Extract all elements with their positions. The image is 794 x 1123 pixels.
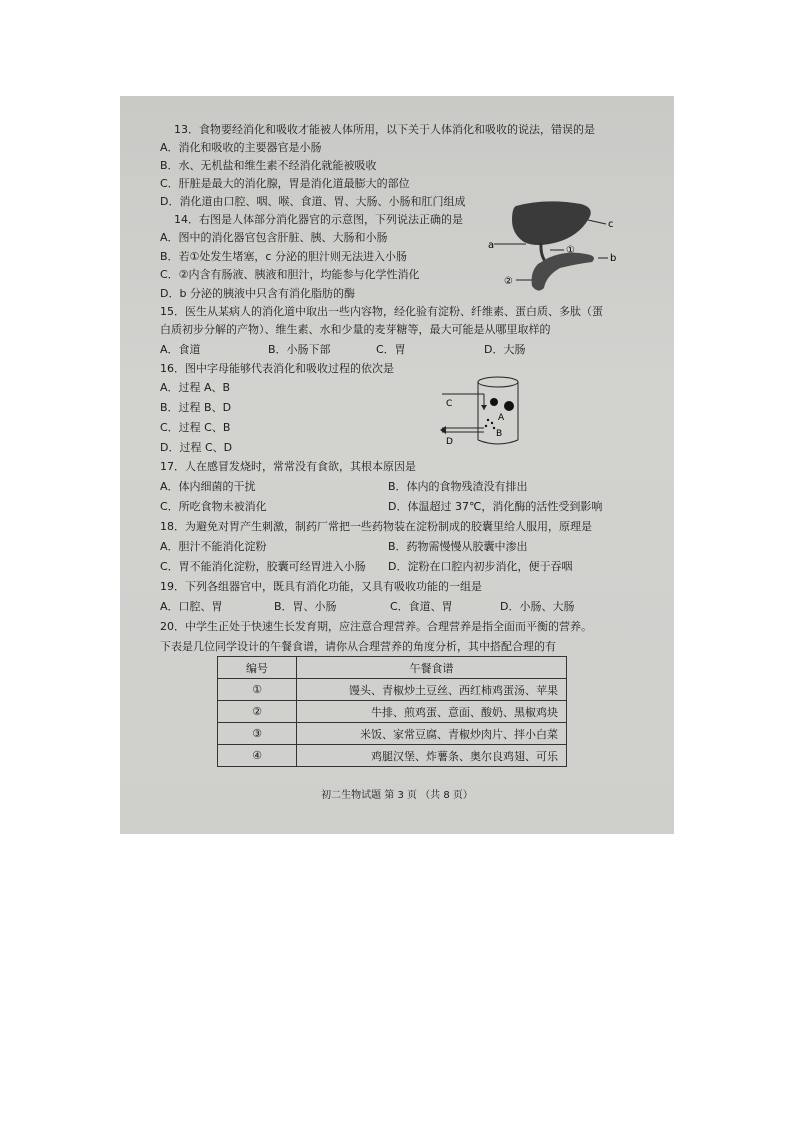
q16-option-a: A．过程 A、B [160,381,231,394]
q16-option-d: D．过程 C、D [160,441,233,454]
lunch-menu-table [217,656,567,767]
q14-option-b: B．若①处发生堵塞，c 分泌的胆汁则无法进入小肠 [160,250,407,263]
q18-option-b: B．药物需慢慢从胶囊中渗出 [388,540,528,553]
exam-page-photo [120,96,674,834]
q17-stem: 17．人在感冒发烧时，常常没有食欲，其根本原因是 [160,460,416,473]
row-number: ③ [218,723,297,745]
fig14-label-2: ② [504,276,513,287]
q13-option-b: B．水、无机盐和维生素不经消化就能被吸收 [160,159,377,172]
fig16-label-b: B [496,429,503,439]
fig14-label-1: ① [566,245,575,256]
q16-option-c: C．过程 C、B [160,421,231,434]
q16-stem: 16．图中字母能够代表消化和吸收过程的依次是 [160,362,394,375]
fig14-label-a: a [488,240,495,251]
q15-option-c: C．胃 [376,343,406,356]
q14-option-c: C．②内含有肠液、胰液和胆汁，均能参与化学性消化 [160,268,420,281]
q17-option-b: B．体内的食物残渣没有排出 [388,480,528,493]
q15-stem-line1: 15．医生从某病人的消化道中取出一些内容物，经化验有淀粉、纤维素、蛋白质、多肽（蛋 [160,305,603,318]
absorption-figure [438,376,538,448]
row-number: ① [218,679,297,701]
q15-option-a: A．食道 [160,343,201,356]
q17-option-a: A．体内细菌的干扰 [160,480,256,493]
fig14-label-c: c [608,219,614,230]
q13-option-a: A．消化和吸收的主要器官是小肠 [160,141,322,154]
q19-stem: 19．下列各组器官中，既具有消化功能，又具有吸收功能的一组是 [160,580,482,593]
q20-stem-line1: 20．中学生正处于快速生长发育期，应注意合理营养。合理营养是指全面而平衡的营养。 [160,620,592,633]
row-menu: 馒头、青椒炒土豆丝、西红柿鸡蛋汤、苹果 [297,679,567,701]
q18-option-c: C．胃不能消化淀粉，胶囊可经胃进入小肠 [160,560,366,573]
row-number: ④ [218,745,297,767]
q14-stem: 14．右图是人体部分消化器官的示意图，下列说法正确的是 [174,213,463,226]
q15-stem-line2: 白质初步分解的产物）、维生素、水和少量的麦芽糖等，最大可能是从哪里取样的 [160,323,551,336]
q19-option-a: A．口腔、胃 [160,600,223,613]
q20-stem-line2: 下表是几位同学设计的午餐食谱，请你从合理营养的角度分析，其中搭配合理的有 [160,640,556,653]
q19-option-c: C．食道、胃 [390,600,453,613]
row-menu: 鸡腿汉堡、炸薯条、奥尔良鸡翅、可乐 [297,745,567,767]
fig16-label-a: A [498,413,505,423]
fig16-label-c: C [446,399,453,409]
q18-option-a: A．胆汁不能消化淀粉 [160,540,267,553]
q15-option-b: B．小肠下部 [268,343,331,356]
page-footer: 初二生物试题 第 3 页 （共 8 页） [321,790,473,801]
q14-option-a: A．图中的消化器官包含肝脏、胰、大肠和小肠 [160,231,388,244]
table-row [218,701,567,723]
table-header-number: 编号 [218,657,297,679]
q15-option-d: D．大肠 [484,343,526,356]
fig14-label-b: b [610,253,617,264]
q17-option-d: D．体温超过 37℃，消化酶的活性受到影响 [388,500,603,513]
table-header-menu: 午餐食谱 [297,657,567,679]
digestive-organs-figure [486,198,626,298]
q13-option-c: C．肝脏是最大的消化腺，胃是消化道最膨大的部位 [160,177,410,190]
q19-option-b: B．胃、小肠 [274,600,337,613]
q13-stem: 13．食物要经消化和吸收才能被人体所用，以下关于人体消化和吸收的说法，错误的是 [174,123,595,136]
q18-option-d: D．淀粉在口腔内初步消化，便于吞咽 [388,560,573,573]
table-row [218,745,567,767]
q19-option-d: D．小肠、大肠 [500,600,575,613]
q16-option-b: B．过程 B、D [160,401,232,414]
table-row [218,723,567,745]
row-menu: 米饭、家常豆腐、青椒炒肉片、拌小白菜 [297,723,567,745]
table-row [218,679,567,701]
q13-option-d: D．消化道由口腔、咽、喉、食道、胃、大肠、小肠和肛门组成 [160,195,466,208]
table-header-row [218,657,567,679]
q18-stem: 18．为避免对胃产生刺激，制药厂常把一些药物装在淀粉制成的胶囊里给人服用，原理是 [160,520,592,533]
row-menu: 牛排、煎鸡蛋、意面、酸奶、黑椒鸡块 [297,701,567,723]
q14-option-d: D．b 分泌的胰液中只含有消化脂肪的酶 [160,287,355,300]
row-number: ② [218,701,297,723]
q17-option-c: C．所吃食物未被消化 [160,500,267,513]
fig16-label-d: D [446,437,453,447]
